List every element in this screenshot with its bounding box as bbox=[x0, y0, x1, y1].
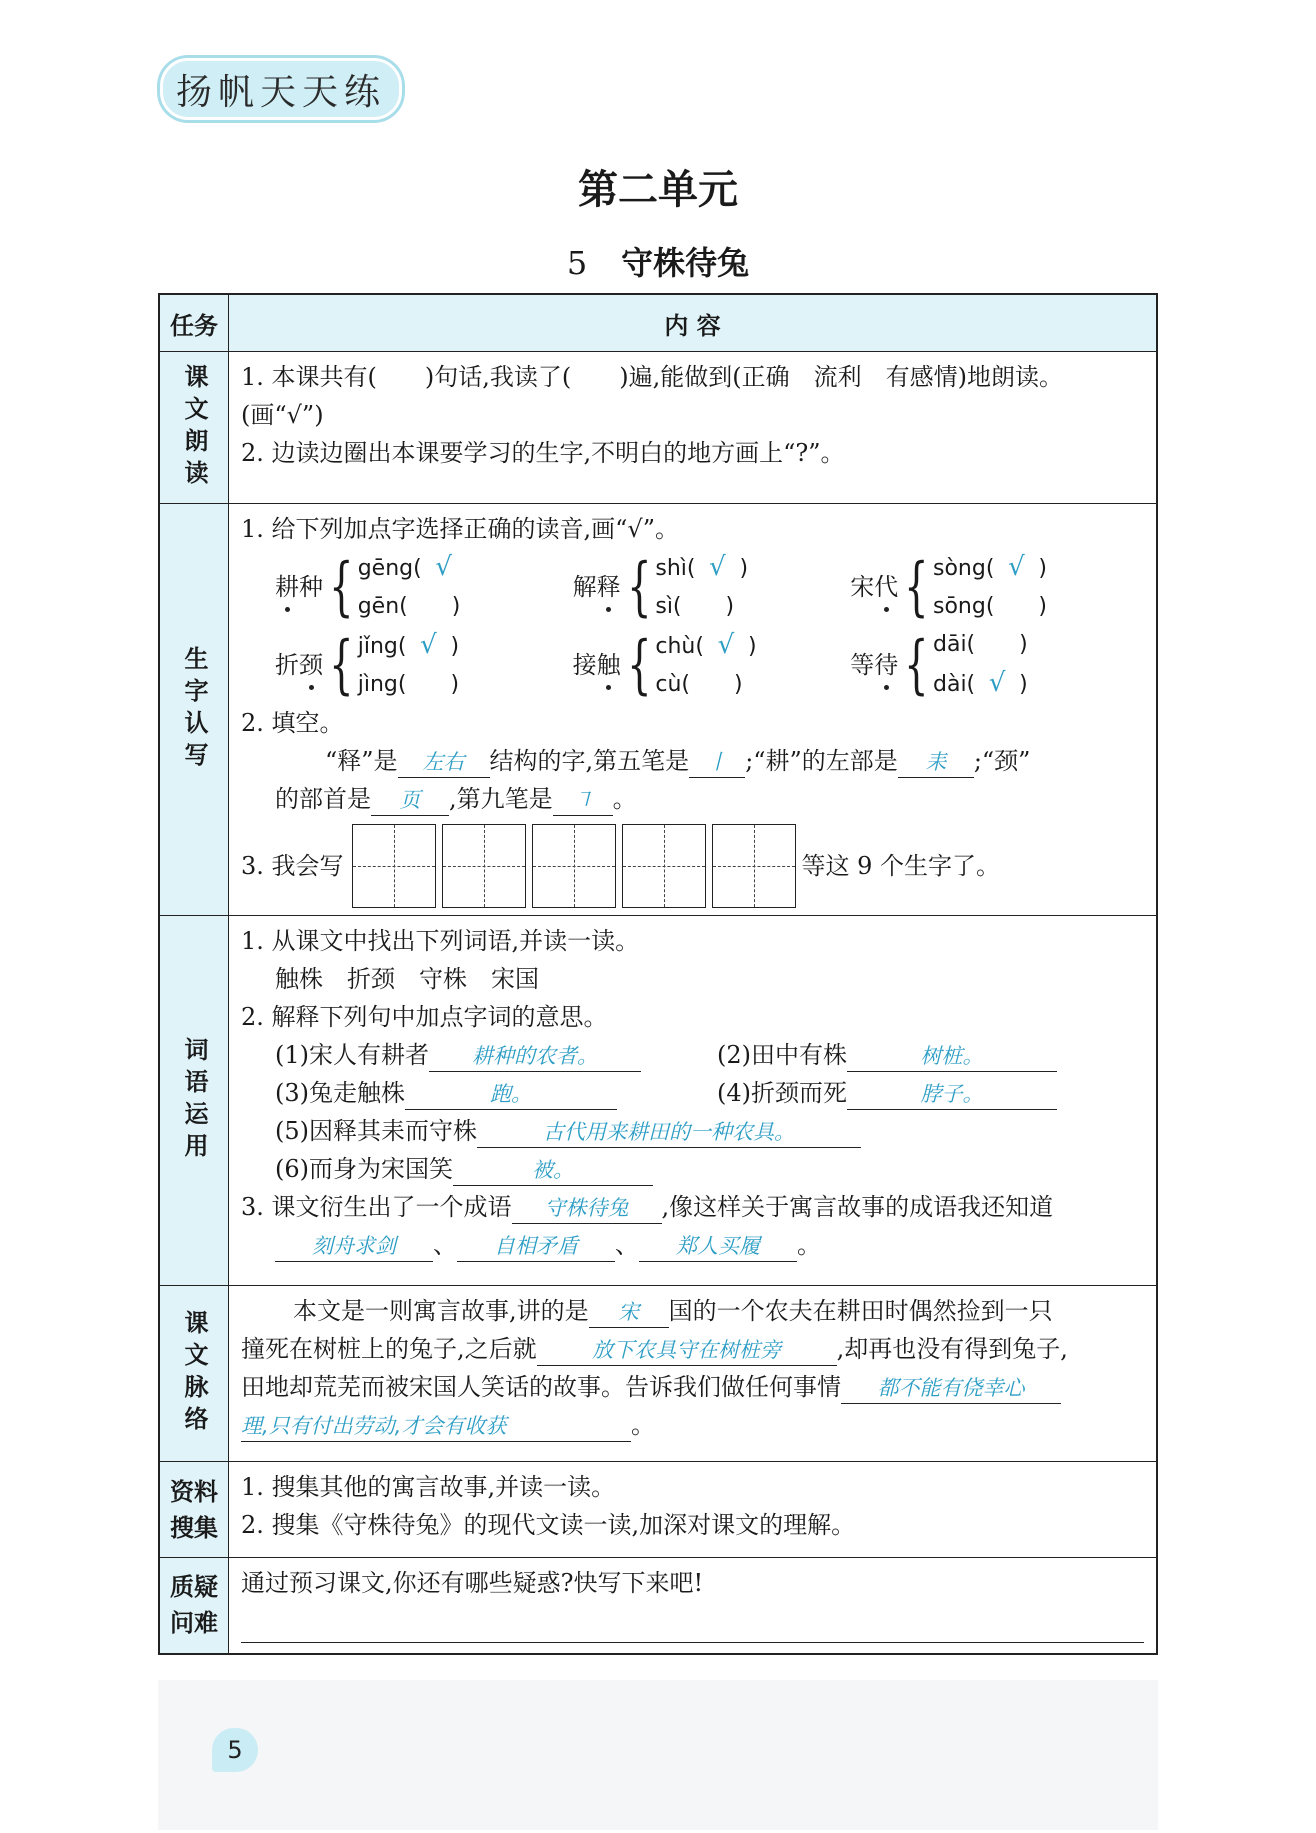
chars-q1: 1. 给下列加点字选择正确的读音,画“√”。 bbox=[241, 515, 679, 543]
answer-blank: 脖子。 bbox=[847, 1079, 1057, 1110]
fill-text: 结构的字,第五笔是 bbox=[489, 747, 690, 775]
pinyin-option: shì( bbox=[655, 556, 696, 581]
paren-close: ) bbox=[733, 672, 743, 697]
answer-blank: 放下农具守在树桩旁 bbox=[537, 1335, 837, 1366]
writing-suffix: 等这 9 个生字了。 bbox=[801, 852, 1001, 880]
answer-blank: 自相矛盾 bbox=[457, 1231, 615, 1262]
pinyin-option: sì( bbox=[655, 594, 682, 619]
research-q1: 1. 搜集其他的寓言故事,并读一读。 bbox=[241, 1473, 616, 1501]
brand-badge: 扬帆天天练 bbox=[160, 58, 402, 120]
section-questions bbox=[229, 1558, 1158, 1654]
pinyin-row-1 bbox=[275, 548, 1144, 626]
explain-prompt: (5)因释其耒而守株 bbox=[275, 1117, 477, 1145]
pinyin-char: 种 bbox=[299, 573, 323, 601]
pinyin-item: 等待 { dāi( ) dài( √ ) bbox=[850, 628, 1028, 702]
section-reading bbox=[229, 352, 1158, 504]
explain-prompt: (3)兔走触株 bbox=[275, 1079, 405, 1107]
section-label-words: 词语运用 bbox=[159, 916, 229, 1286]
section-structure bbox=[229, 1286, 1158, 1462]
footer-band bbox=[158, 1680, 1158, 1830]
questions-prompt: 通过预习课文,你还有哪些疑惑?快写下来吧! bbox=[241, 1569, 704, 1597]
structure-text: ,却再也没有得到兔子, bbox=[836, 1335, 1068, 1363]
check-mark: √ bbox=[709, 552, 726, 582]
writing-box[interactable] bbox=[442, 824, 526, 908]
answer-blank: 耕种的农者。 bbox=[429, 1041, 641, 1072]
answer-blank: 页 bbox=[371, 785, 449, 816]
questions-answer-line[interactable] bbox=[241, 1602, 1144, 1643]
answer-blank: 左右 bbox=[398, 747, 490, 778]
pinyin-item: 折颈 { jǐng( √ ) jìng( ) bbox=[275, 628, 460, 702]
chars-q2: 2. 填空。 bbox=[241, 709, 344, 737]
structure-text: 田地却荒芜而被宋国人笑话的故事。告诉我们做任何事情 bbox=[241, 1373, 841, 1401]
check-mark: √ bbox=[435, 552, 452, 582]
pinyin-row-2 bbox=[275, 626, 1144, 704]
page-number: 5 bbox=[212, 1728, 258, 1772]
paren-close: ) bbox=[451, 594, 461, 619]
paren-close: ) bbox=[450, 672, 460, 697]
writing-label: 3. 我会写 bbox=[241, 852, 344, 880]
check-mark: √ bbox=[988, 668, 1006, 698]
reading-q2: 2. 边读边圈出本课要学习的生字,不明白的地方画上“?”。 bbox=[241, 439, 845, 467]
pinyin-dotted-char: 释 bbox=[597, 568, 621, 606]
fill-text: 的部首是 bbox=[275, 785, 371, 813]
answer-blank: 郑人买履 bbox=[639, 1231, 797, 1262]
fill-text: 。 bbox=[612, 785, 637, 813]
pinyin-option: sòng( bbox=[933, 556, 995, 581]
header-task: 任务 bbox=[159, 294, 229, 352]
answer-blank: 被。 bbox=[453, 1155, 653, 1186]
separator: 、 bbox=[615, 1231, 639, 1259]
section-label-research: 资料搜集 bbox=[159, 1462, 229, 1558]
pinyin-dotted-char: 耕 bbox=[275, 568, 299, 606]
pinyin-item: 宋代 { sòng( √ ) sōng( ) bbox=[850, 550, 1048, 624]
pinyin-dotted-char: 颈 bbox=[299, 646, 323, 684]
section-research bbox=[229, 1462, 1158, 1558]
separator: 、 bbox=[433, 1231, 457, 1259]
section-label-questions: 质疑问难 bbox=[159, 1558, 229, 1654]
pinyin-option: dāi( bbox=[933, 632, 976, 657]
section-label-reading: 课文朗读 bbox=[159, 352, 229, 504]
answer-blank: 守株待兔 bbox=[512, 1193, 662, 1224]
explain-prompt: (1)宋人有耕者 bbox=[275, 1041, 429, 1069]
section-label-characters: 生字认写 bbox=[159, 504, 229, 916]
answer-blank: 古代用来耕田的一种农具。 bbox=[477, 1117, 861, 1148]
pinyin-char: 等 bbox=[850, 651, 875, 679]
idiom-prompt: ,像这样关于寓言故事的成语我还知道 bbox=[661, 1193, 1054, 1221]
explain-row-2 bbox=[241, 1074, 1144, 1112]
explain-row-1 bbox=[241, 1036, 1144, 1074]
answer-blank: 刻舟求剑 bbox=[275, 1231, 433, 1262]
fill-line-2 bbox=[241, 780, 1144, 818]
pinyin-char: 宋 bbox=[850, 573, 875, 601]
idiom-row bbox=[241, 1188, 1144, 1226]
answer-blank: 都不能有侥幸心 bbox=[841, 1373, 1061, 1404]
explain-row-3 bbox=[241, 1112, 1144, 1150]
answer-blank: 理,只有付出劳动,才会有收获 bbox=[241, 1411, 631, 1442]
check-mark: √ bbox=[717, 630, 735, 660]
pinyin-char: 折 bbox=[275, 651, 299, 679]
section-label-structure: 课文脉络 bbox=[159, 1286, 229, 1462]
research-q2: 2. 搜集《守株待兔》的现代文读一读,加深对课文的理解。 bbox=[241, 1511, 856, 1539]
pinyin-option: gēn( bbox=[357, 594, 408, 619]
pinyin-char: 接 bbox=[572, 651, 597, 679]
paren-close: ) bbox=[1019, 672, 1028, 697]
answer-blank: 跑。 bbox=[405, 1079, 617, 1110]
pinyin-option: jìng( bbox=[357, 672, 407, 697]
fill-text: ;“颈” bbox=[973, 747, 1031, 775]
paren-close: ) bbox=[450, 634, 460, 659]
fill-line-1 bbox=[241, 742, 1144, 780]
separator: 。 bbox=[797, 1231, 821, 1259]
section-characters bbox=[229, 504, 1158, 916]
answer-blank: 树桩。 bbox=[847, 1041, 1057, 1072]
writing-box[interactable] bbox=[622, 824, 706, 908]
explain-row-4 bbox=[241, 1150, 1144, 1188]
check-mark: √ bbox=[420, 630, 437, 660]
paren-close: ) bbox=[739, 556, 749, 581]
pinyin-option: dài( bbox=[933, 672, 976, 697]
paren-close: ) bbox=[725, 594, 735, 619]
pinyin-option: gēng( bbox=[357, 556, 422, 581]
check-mark: √ bbox=[1008, 552, 1025, 582]
words-q2: 2. 解释下列句中加点字词的意思。 bbox=[241, 1003, 608, 1031]
words-list: 触株 折颈 守株 宋国 bbox=[275, 965, 539, 993]
paren-close: ) bbox=[747, 634, 757, 659]
words-q1: 1. 从课文中找出下列词语,并读一读。 bbox=[241, 927, 640, 955]
writing-box[interactable] bbox=[352, 824, 436, 908]
writing-box[interactable] bbox=[712, 824, 796, 908]
pinyin-item: 解释 { shì( √ ) sì( ) bbox=[572, 550, 749, 624]
section-words bbox=[229, 916, 1158, 1286]
pinyin-char: 解 bbox=[572, 573, 597, 601]
structure-text: 国的一个农夫在耕田时偶然捡到一只 bbox=[668, 1297, 1053, 1325]
paren-close: ) bbox=[1019, 632, 1028, 657]
structure-line-2 bbox=[241, 1330, 1144, 1368]
fill-text: “释”是 bbox=[325, 747, 398, 775]
answer-blank: ㇕ bbox=[553, 785, 613, 816]
structure-text: 。 bbox=[631, 1411, 655, 1439]
pinyin-option: cù( bbox=[655, 672, 690, 697]
pinyin-dotted-char: 触 bbox=[597, 646, 621, 684]
writing-box[interactable] bbox=[532, 824, 616, 908]
writing-grid-row bbox=[241, 824, 1144, 908]
structure-text: 撞死在树桩上的兔子,之后就 bbox=[241, 1335, 537, 1363]
pinyin-option: chù( bbox=[655, 634, 704, 659]
answer-blank: 宋 bbox=[589, 1297, 669, 1328]
pinyin-item: 接触 { chù( √ ) cù( ) bbox=[572, 628, 757, 702]
fill-text: ;“耕”的左部是 bbox=[745, 747, 898, 775]
header-content: 内 容 bbox=[229, 294, 1158, 352]
pinyin-item: 耕种 { gēng( √ gēn( ) bbox=[275, 548, 565, 626]
pinyin-dotted-char: 代 bbox=[874, 568, 898, 606]
pinyin-option: jǐng( bbox=[357, 634, 407, 659]
lesson-number: 5 bbox=[566, 244, 588, 282]
structure-text: 本文是一则寓言故事,讲的是 bbox=[293, 1297, 589, 1325]
answer-blank: 耒 bbox=[898, 747, 974, 778]
fill-text: ,第九笔是 bbox=[449, 785, 553, 813]
explain-prompt: (4)折颈而死 bbox=[717, 1079, 847, 1107]
idiom-prompt: 3. 课文衍生出了一个成语 bbox=[241, 1193, 512, 1221]
structure-line-4 bbox=[241, 1406, 1144, 1444]
lesson-title bbox=[0, 238, 1316, 284]
idiom-answers bbox=[241, 1226, 1144, 1264]
unit-title: 第二单元 bbox=[578, 167, 738, 213]
pinyin-option: sōng( bbox=[933, 594, 995, 619]
structure-line-1 bbox=[241, 1292, 1144, 1330]
paren-close: ) bbox=[1038, 594, 1048, 619]
answer-blank: 丨 bbox=[689, 747, 745, 778]
explain-prompt: (2)田中有株 bbox=[717, 1041, 847, 1069]
reading-q1: 1. 本课共有( )句话,我读了( )遍,能做到(正确 流利 有感情)地朗读。(画“√”) bbox=[241, 363, 1063, 429]
lesson-name: 守株待兔 bbox=[621, 244, 750, 282]
explain-prompt: (6)而身为宋国笑 bbox=[275, 1155, 453, 1183]
paren-close: ) bbox=[1038, 556, 1048, 581]
structure-line-3 bbox=[241, 1368, 1144, 1406]
pinyin-dotted-char: 待 bbox=[874, 646, 898, 684]
worksheet-table bbox=[158, 293, 1158, 1655]
